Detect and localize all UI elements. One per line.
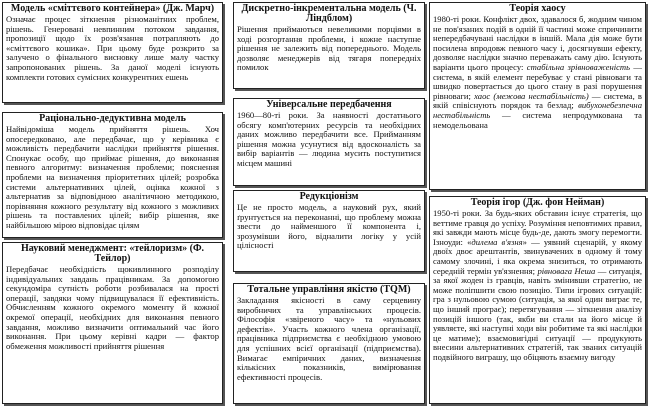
incremental-model-text: Рішення приймаються невеликими порціями в ході розгортання проблеми, і кожне наступне рішення не залежить від попереднього. Модель дозволяє менеджерів від тягаря попередніх помилок bbox=[237, 24, 421, 73]
chaos-theory-text: 1980-ті роки. Конфлікт двох, здавалося б, жодним чином не пов'язаних подій в одній її частині може спричинити непередбачувані наслідки в іншій. Мала дія може бути посилена впродовж певного часу і, досягнувши ефекту, дозволяє наслідки значно переважать саму дію. Існують варіанти цього процесу: стабільна зрівноваженість — система, в якій елемент перебуває у стані рівноваги та швидко повертається до цього стану в разі порушення рівноваги; хаос (межова нестабільність) — система, в якій співіснують порядок та безлад; вибухонебезпечна нестабільність — система непродумкована та немодельована bbox=[433, 14, 643, 130]
game-theory-text: 1950-ті роки. За будь-яких обставин існує стратегія, що веттиме гравця до успіху. Розуміння неповтимих правил, які завжди мають місце будь-де, дають змогу перемогти. Ізноуди: «дилема в'язня» — уявний сценарій, у якому двоїх двоє арештантів, звинувачених в одному й тому самому злочині, і яка окрема знизиться, то отримають середній термін ув'язнення; рівновага Неша — ситуація, за якої жоден із гравців, навіть змінивши стратегію, не може поліпшити свою позицію. Типи ігрових ситуацій: гра з нульовою сумою (ситуація, за якої один виграє те, що інший програє); перетягування — зіткнення аналізу позицій іншого (так, якби ви стали на його місце й уявляєте, які наступні ходи він робитиме та які наслідки це матиме); взаємовигідні ситуації — продукують внесини альтернативних стратегій, так званих ситуацій подвійного виграшу, що обіцяють взаємну вигоду bbox=[433, 208, 643, 362]
rational-deductive-model-text: Найвідоміша модель прийняття рішень. Хоч опосередковано, але передбачає, що у керівника є можливість передбачити наслідки прийняття рішення. Спонукає особу, що приймає рішення, до виконання певного алгоритму: визначення проблеми; пояснення проблеми на визначення пріоритетних цілей; розробка системи альтернативних цілей, оцінка кожної з альтернатив за відповідною аналітичною методикою, порівняння кожного результату від кожного з можливих рішень та поставлених цілей; вибір рішення, яке найбільшою мірою відповідає цілям bbox=[6, 124, 219, 230]
taylorism-text: Передбачає необхідність щокивлинного розподілу індивідуальних завдань працівникам. За допомогою секундоміра сутність роботи розбивалася на прості операції, завдяки чому підвищувалася її ефективність. Обчисленням кожного окремого моменту й кожної окремої операції, необхідних для виконання певного завдання, можливо визначити оптимальний час його виконання. При цьому керівні кадри — фактор обмеження можливості прийняття рішення bbox=[6, 264, 219, 351]
reductionism-title: Редукціонізм bbox=[299, 191, 359, 202]
reductionism-text: Це не просто модель, а науковий рух, який ґрунтується на переконанні, що проблему можна звести до найменшого її компонента і, зрозумівши його, відналити логіку у усій цілісності bbox=[237, 202, 421, 251]
universal-transfer-box bbox=[233, 98, 425, 186]
reductionism-box bbox=[233, 190, 425, 272]
garbage-can-model-box bbox=[2, 2, 223, 103]
taylorism-title: Науковий менеджмент: «тейлоризм» (Ф. Тейлор) bbox=[20, 243, 205, 264]
game-theory-title: Теорія ігор (Дж. фон Нейман) bbox=[470, 197, 605, 208]
chaos-theory-box bbox=[429, 2, 646, 190]
rational-deductive-model-box bbox=[2, 112, 223, 238]
garbage-can-model-title: Модель «сміттєвого контейнера» (Дж. Марч) bbox=[10, 3, 215, 14]
incremental-model-box bbox=[233, 2, 425, 89]
chaos-theory-title: Теорія хаосу bbox=[509, 3, 566, 14]
game-theory-box bbox=[429, 196, 646, 404]
rational-deductive-model-title: Раціонально-дедуктивна модель bbox=[39, 113, 186, 124]
incremental-model-title: Дискретно-інкрементальна модель (Ч. Ліндблом) bbox=[241, 3, 417, 24]
taylorism-box bbox=[2, 242, 223, 404]
tqm-text: Закладання якісності в саму серцевину виробничих та управлінських процесів. Філософія «звіреного часу» та «нульових дефектів». Участь кожного члена організації, працівника підприємства є необхідною умовою для успішних всієї організації (підприємства). Вимагає емпіричних даних, визначення кількісних показників, вимірювання ефективності процесів. bbox=[237, 295, 421, 382]
garbage-can-model-text: Означає процес зіткнення різноманітних проблем, рішень. Генеровані невпинним потоком завдання, пропозиції щодо їх розв'язання потрапляють до «сміттєвого кошика». При цьому буде розкрито за залучено о фінального висновку лише малу частку запропонованих рішень. За даної моделі існують комплекти готових сумісних конкурентних ешень bbox=[6, 14, 219, 82]
tqm-title: Тотальне управління якістю (TQM) bbox=[247, 284, 411, 295]
tqm-box bbox=[233, 283, 425, 404]
universal-transfer-title: Універсальне передбачення bbox=[266, 99, 392, 110]
universal-transfer-text: 1960—80-ті роки. За наявності достатнього обсягу комп'ютерних ресурсів та необхідних даних можливо передбачити все. Прийманням рішення можна усунутися від вдосконалість за вибір варіантів — людина мусить поступитися місцем машині bbox=[237, 110, 421, 168]
